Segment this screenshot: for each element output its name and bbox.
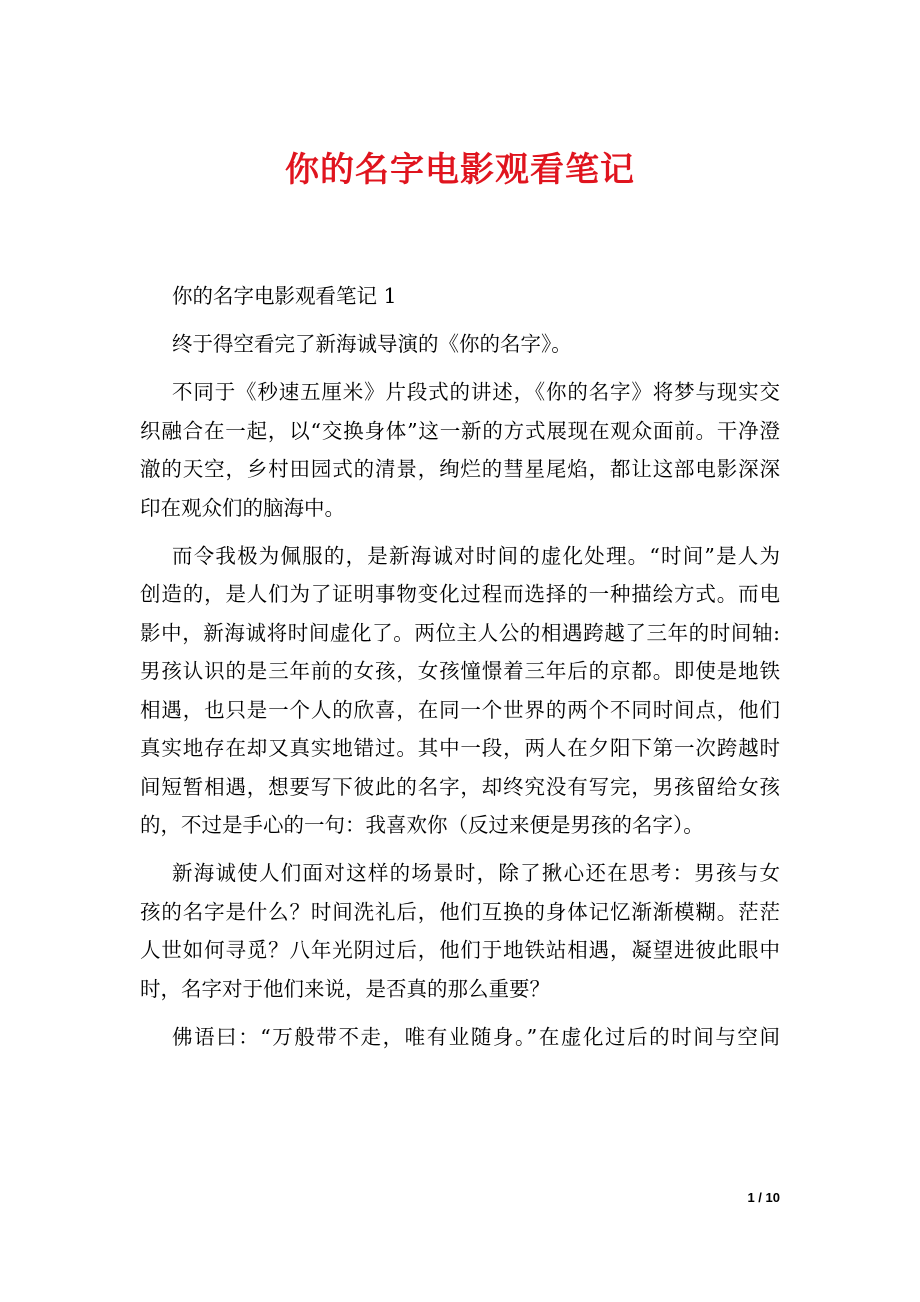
text-line: 澈的天空，乡村田园式的清景，绚烂的彗星尾焰，都让这部电影深深 <box>140 457 780 481</box>
text-line: 影中，新海诚将时间虚化了。两位主人公的相遇跨越了三年的时间轴: <box>140 620 780 645</box>
paragraph <box>140 537 780 845</box>
text-line: 孩的名字是什么？时间洗礼后，他们互换的身体记忆渐渐模糊。茫茫 <box>140 899 780 924</box>
text-line: 你的名字电影观看笔记 1 <box>172 284 397 308</box>
document-title: 你的名字电影观看笔记 <box>285 150 635 190</box>
text-line: 新海诚使人们面对这样的场景时，除了揪心还在思考：男孩与女 <box>172 861 780 885</box>
text-line: 终于得空看完了新海诚导演的《你的名字》。 <box>172 332 572 356</box>
page-number: 1 / 10 <box>747 1190 780 1205</box>
text-line: 真实地存在却又真实地错过。其中一段，两人在夕阳下第一次跨越时 <box>140 736 780 760</box>
paragraph <box>140 373 780 527</box>
paragraph <box>140 1018 780 1057</box>
text-line: 不同于《秒速五厘米》片段式的讲述，《你的名字》将梦与现实交 <box>172 380 780 404</box>
text-line: 人世如何寻觅？八年光阴过后，他们于地铁站相遇，凝望进彼此眼中 <box>140 938 780 962</box>
document-body <box>140 277 780 1066</box>
paragraph <box>140 325 780 364</box>
text-line: 的，不过是手心的一句：我喜欢你（反过来便是男孩的名字）。 <box>140 813 704 837</box>
text-line: 创造的，是人们为了证明事物变化过程而选择的一种描绘方式。而电 <box>140 582 780 606</box>
text-line: 佛语曰：“万般带不走，唯有业随身。”在虚化过后的时间与空间 <box>172 1024 780 1049</box>
paragraph <box>140 854 780 1008</box>
text-line: 相遇，也只是一个人的欣喜，在同一个世界的两个不同时间点，他们 <box>140 697 780 722</box>
text-line: 印在观众们的脑海中。 <box>140 495 345 520</box>
paragraph <box>140 277 780 316</box>
text-line: 时，名字对于他们来说，是否真的那么重要？ <box>140 976 550 1001</box>
text-line: 间短暂相遇，想要写下彼此的名字，却终究没有写完，男孩留给女孩 <box>140 774 780 799</box>
text-line: 而令我极为佩服的，是新海诚对时间的虚化处理。“时间”是人为 <box>172 543 780 568</box>
text-line: 织融合在一起，以“交换身体”这一新的方式展现在观众面前。干净澄 <box>140 418 780 443</box>
text-line: 男孩认识的是三年前的女孩，女孩憧憬着三年后的京都。即使是地铁 <box>140 659 780 683</box>
